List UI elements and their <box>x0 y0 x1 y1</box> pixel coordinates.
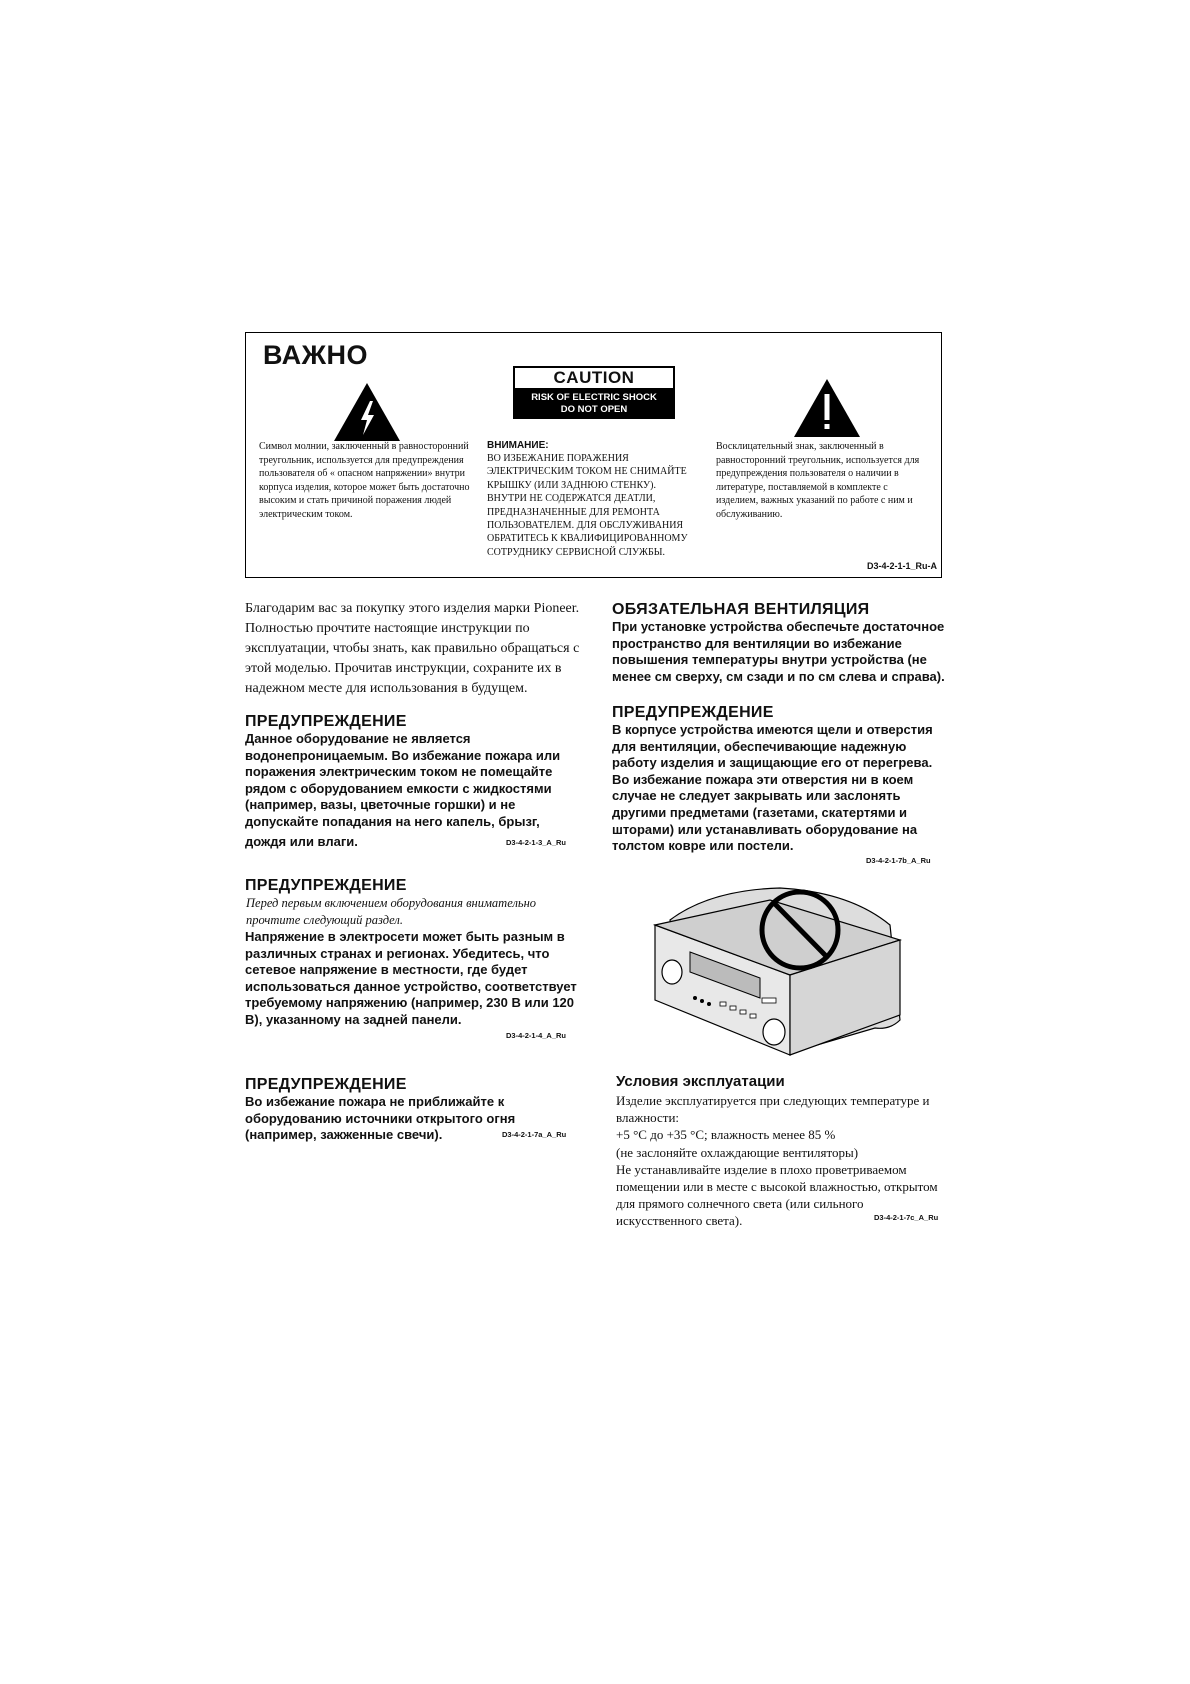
warning3-body: Во избежание пожара не приближайте к оборудованию источники открытого огня (например, зажженные свечи). <box>245 1094 516 1143</box>
warning1-last-line: дождя или влаги. <box>245 834 358 849</box>
volume-knob-left <box>662 960 682 984</box>
warning2-body: Напряжение в электросети может быть разным в различных странах и регионах. Убедитесь, что сетевое напряжение в местности, где будет использоваться данное устройство, соответствует требуемому напряжению (например, 230 В или 120 В), указанному на задней панели. <box>245 929 577 1027</box>
operating-body <box>616 1092 951 1230</box>
caution-line-2: DO NOT OPEN <box>560 404 628 415</box>
ventilation-body: При установке устройства обеспечьте достаточное пространство для вентиляции во избежание повышения температуры внутри устройства (не менее см сверху, см сзади и по см слева и справа). <box>612 619 945 684</box>
operating-line-4: Не устанавливайте изделие в плохо проветриваемом помещении или в месте с высокой влажностью, открытом для прямого солнечного света (или сильного искусственного света). <box>616 1161 938 1229</box>
warning1-code: D3-4-2-1-3_A_Ru <box>506 838 567 847</box>
ventilation-title: ОБЯЗАТЕЛЬНАЯ ВЕНТИЛЯЦИЯ <box>612 601 870 618</box>
warning2-intro: Перед первым включением оборудования внимательно прочтите следующий раздел. <box>246 896 537 927</box>
warning1-body: Данное оборудование не является водонепроницаемым. Во избежание пожара или поражения электрическим током не помещайте рядом с оборудованием емкости с жидкостями (например, вазы, цветочные горшки) и не допускайте попадания на него капель, брызг, <box>245 731 561 829</box>
covered-receiver-illustration <box>650 880 905 1070</box>
lightning-warning-icon <box>334 383 400 441</box>
warning4-body: В корпусе устройства имеются щели и отверстия для вентиляции, обеспечивающие надежную работу изделия и защищающие его от перегрева. Во избежание пожара эти отверстия ни в коем случае не следует закрывать или заслонять другими предметами (газетами, скатертями и шторами) или устанавливать оборудование на толстом ковре или постели. <box>612 722 933 854</box>
operating-code: D3-4-2-1-7c_A_Ru <box>874 1213 939 1222</box>
warning2-code: D3-4-2-1-4_A_Ru <box>506 1031 567 1040</box>
warning3-title: ПРЕДУПРЕЖДЕНИЕ <box>245 1076 407 1093</box>
warning-heading: ВНИМАНИЕ: <box>487 440 549 451</box>
lightning-symbol-text: Символ молнии, заключенный в равносторонний треугольник, используется для предупреждения пользователя об « опасном напряжении» внутри корпуса изделия, которое может быть достаточно высоким и стать причиной поражения людей электрическим током. <box>259 441 470 520</box>
exclamation-symbol-text: Восклицательный знак, заключенный в равносторонний треугольник, используется для предупреждения пользователя о наличии в литературе, поставляемой в комплекте с изделием, важных указаний по работе с ним и обслуживанию. <box>716 441 920 520</box>
thanks-paragraph: Благодарим вас за покупку этого изделия марки Pioneer. Полностью прочтите настоящие инструкции по эксплуатации, чтобы знать, как правильно обращаться с этой моделью. Прочитав инструкции, сохраните их в надежном месте для использования в будущем. <box>245 601 580 696</box>
important-code: D3-4-2-1-1_Ru-A <box>866 561 937 571</box>
caution-subtitle <box>513 390 675 419</box>
warning4-code: D3-4-2-1-7b_A_Ru <box>866 856 931 865</box>
operating-title: Условия эксплуатации <box>616 1073 785 1090</box>
caution-label <box>513 366 675 419</box>
important-title: ВАЖНО <box>263 340 369 370</box>
operating-line-2: +5 °C до +35 °C; влажность менее 85 % <box>616 1127 836 1143</box>
warning2-title: ПРЕДУПРЕЖДЕНИЕ <box>245 877 407 894</box>
warning3-code: D3-4-2-1-7a_A_Ru <box>502 1130 567 1139</box>
warning-text: ВО ИЗБЕЖАНИЕ ПОРАЖЕНИЯ ЭЛЕКТРИЧЕСКИМ ТОКОМ НЕ СНИМАЙТЕ КРЫШКУ (ИЛИ ЗАДНЮЮ СТЕНКУ). ВНУТРИ НЕ СОДЕРЖАТСЯ ДЕАТЛИ, ПРЕДНАЗНАЧЕННЫЕ ДЛЯ РЕМОНТА ПОЛЬЗОВАТЕЛЕМ. ДЛЯ ОБСЛУЖИВАНИЯ ОБРАТИТЕСЬ К КВАЛИФИЦИРОВАННОМУ СОТРУДНИКУ СЕРВИСНОЙ СЛУЖБЫ. <box>487 453 688 558</box>
operating-line-3: (не заслоняйте охлаждающие вентиляторы) <box>616 1144 859 1160</box>
volume-knob-right <box>763 1019 785 1045</box>
caution-line-1: RISK OF ELECTRIC SHOCK <box>531 392 657 403</box>
operating-line-1: Изделие эксплуатируется при следующих температуре и влажности: <box>616 1093 930 1126</box>
warning1-title: ПРЕДУПРЕЖДЕНИЕ <box>245 713 407 730</box>
warning4-title: ПРЕДУПРЕЖДЕНИЕ <box>612 704 774 721</box>
exclamation-warning-icon <box>794 379 860 437</box>
caution-title: CAUTION <box>513 366 675 390</box>
